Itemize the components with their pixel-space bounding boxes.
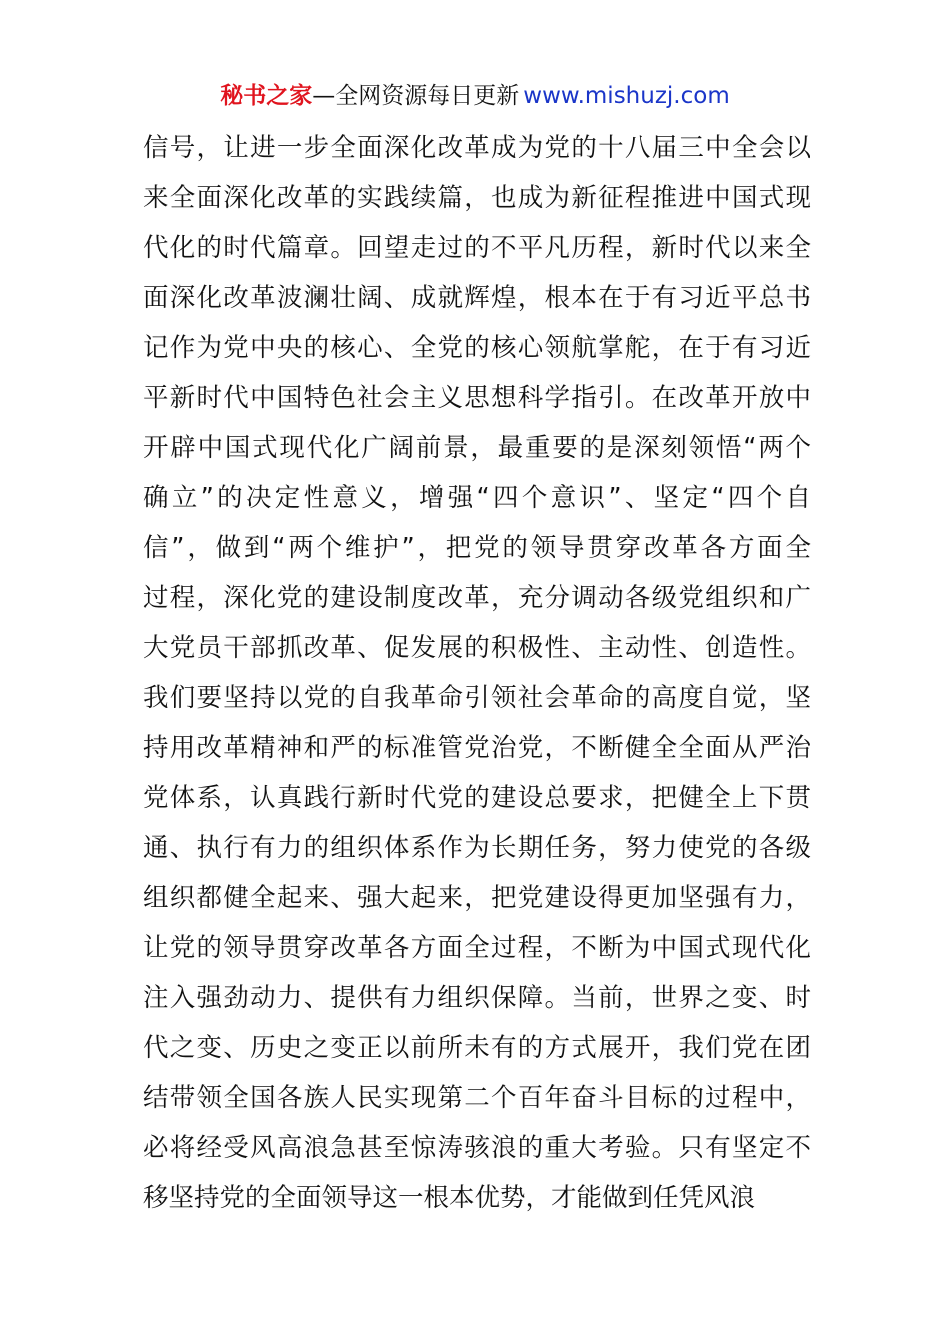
text-line: 信号，让进一步全面深化改革成为党的十八届三中全会以 bbox=[143, 133, 811, 163]
text-line: 记作为党中央的核心、全党的核心领航掌舵，在于有习近 bbox=[143, 333, 811, 363]
text-line: 代之变、历史之变正以前所未有的方式展开，我们党在团 bbox=[143, 1033, 811, 1063]
text-line: 我们要坚持以党的自我革命引领社会革命的高度自觉，坚 bbox=[143, 683, 811, 713]
text-line: 党体系，认真践行新时代党的建设总要求，把健全上下贯 bbox=[143, 783, 811, 813]
text-line: 组织都健全起来、强大起来，把党建设得更加坚强有力， bbox=[143, 883, 811, 913]
body-text bbox=[143, 123, 811, 1223]
text-line: 过程，深化党的建设制度改革，充分调动各级党组织和广 bbox=[143, 583, 811, 613]
text-line: 必将经受风高浪急甚至惊涛骇浪的重大考验。只有坚定不 bbox=[143, 1133, 811, 1163]
text-line: 结带领全国各族人民实现第二个百年奋斗目标的过程中， bbox=[143, 1083, 811, 1113]
text-line: 大党员干部抓改革、促发展的积极性、主动性、创造性。 bbox=[143, 633, 811, 663]
text-line: 移坚持党的全面领导这一根本优势，才能做到任凭风浪 bbox=[143, 1183, 756, 1213]
brand-name: 秘书之家 bbox=[220, 83, 313, 109]
header-tagline: —全网资源每日更新 bbox=[312, 83, 520, 109]
text-line: 信”，做到“两个维护”，把党的领导贯穿改革各方面全 bbox=[143, 533, 811, 563]
website-link[interactable]: www.mishuzj.com bbox=[523, 83, 730, 109]
text-line: 面深化改革波澜壮阔、成就辉煌，根本在于有习近平总书 bbox=[143, 283, 811, 313]
text-line: 开辟中国式现代化广阔前景，最重要的是深刻领悟“两个 bbox=[143, 433, 811, 463]
text-line: 来全面深化改革的实践续篇，也成为新征程推进中国式现 bbox=[143, 183, 811, 213]
text-line: 通、执行有力的组织体系作为长期任务，努力使党的各级 bbox=[143, 833, 811, 863]
text-line: 注入强劲动力、提供有力组织保障。当前，世界之变、时 bbox=[143, 983, 811, 1013]
text-line: 代化的时代篇章。回望走过的不平凡历程，新时代以来全 bbox=[143, 233, 811, 263]
text-line: 平新时代中国特色社会主义思想科学指引。在改革开放中 bbox=[143, 383, 811, 413]
page-header bbox=[0, 80, 950, 112]
text-line: 让党的领导贯穿改革各方面全过程，不断为中国式现代化 bbox=[143, 933, 811, 963]
text-line: 持用改革精神和严的标准管党治党，不断健全全面从严治 bbox=[143, 733, 811, 763]
text-line: 确立”的决定性意义，增强“四个意识”、坚定“四个自 bbox=[143, 483, 811, 513]
